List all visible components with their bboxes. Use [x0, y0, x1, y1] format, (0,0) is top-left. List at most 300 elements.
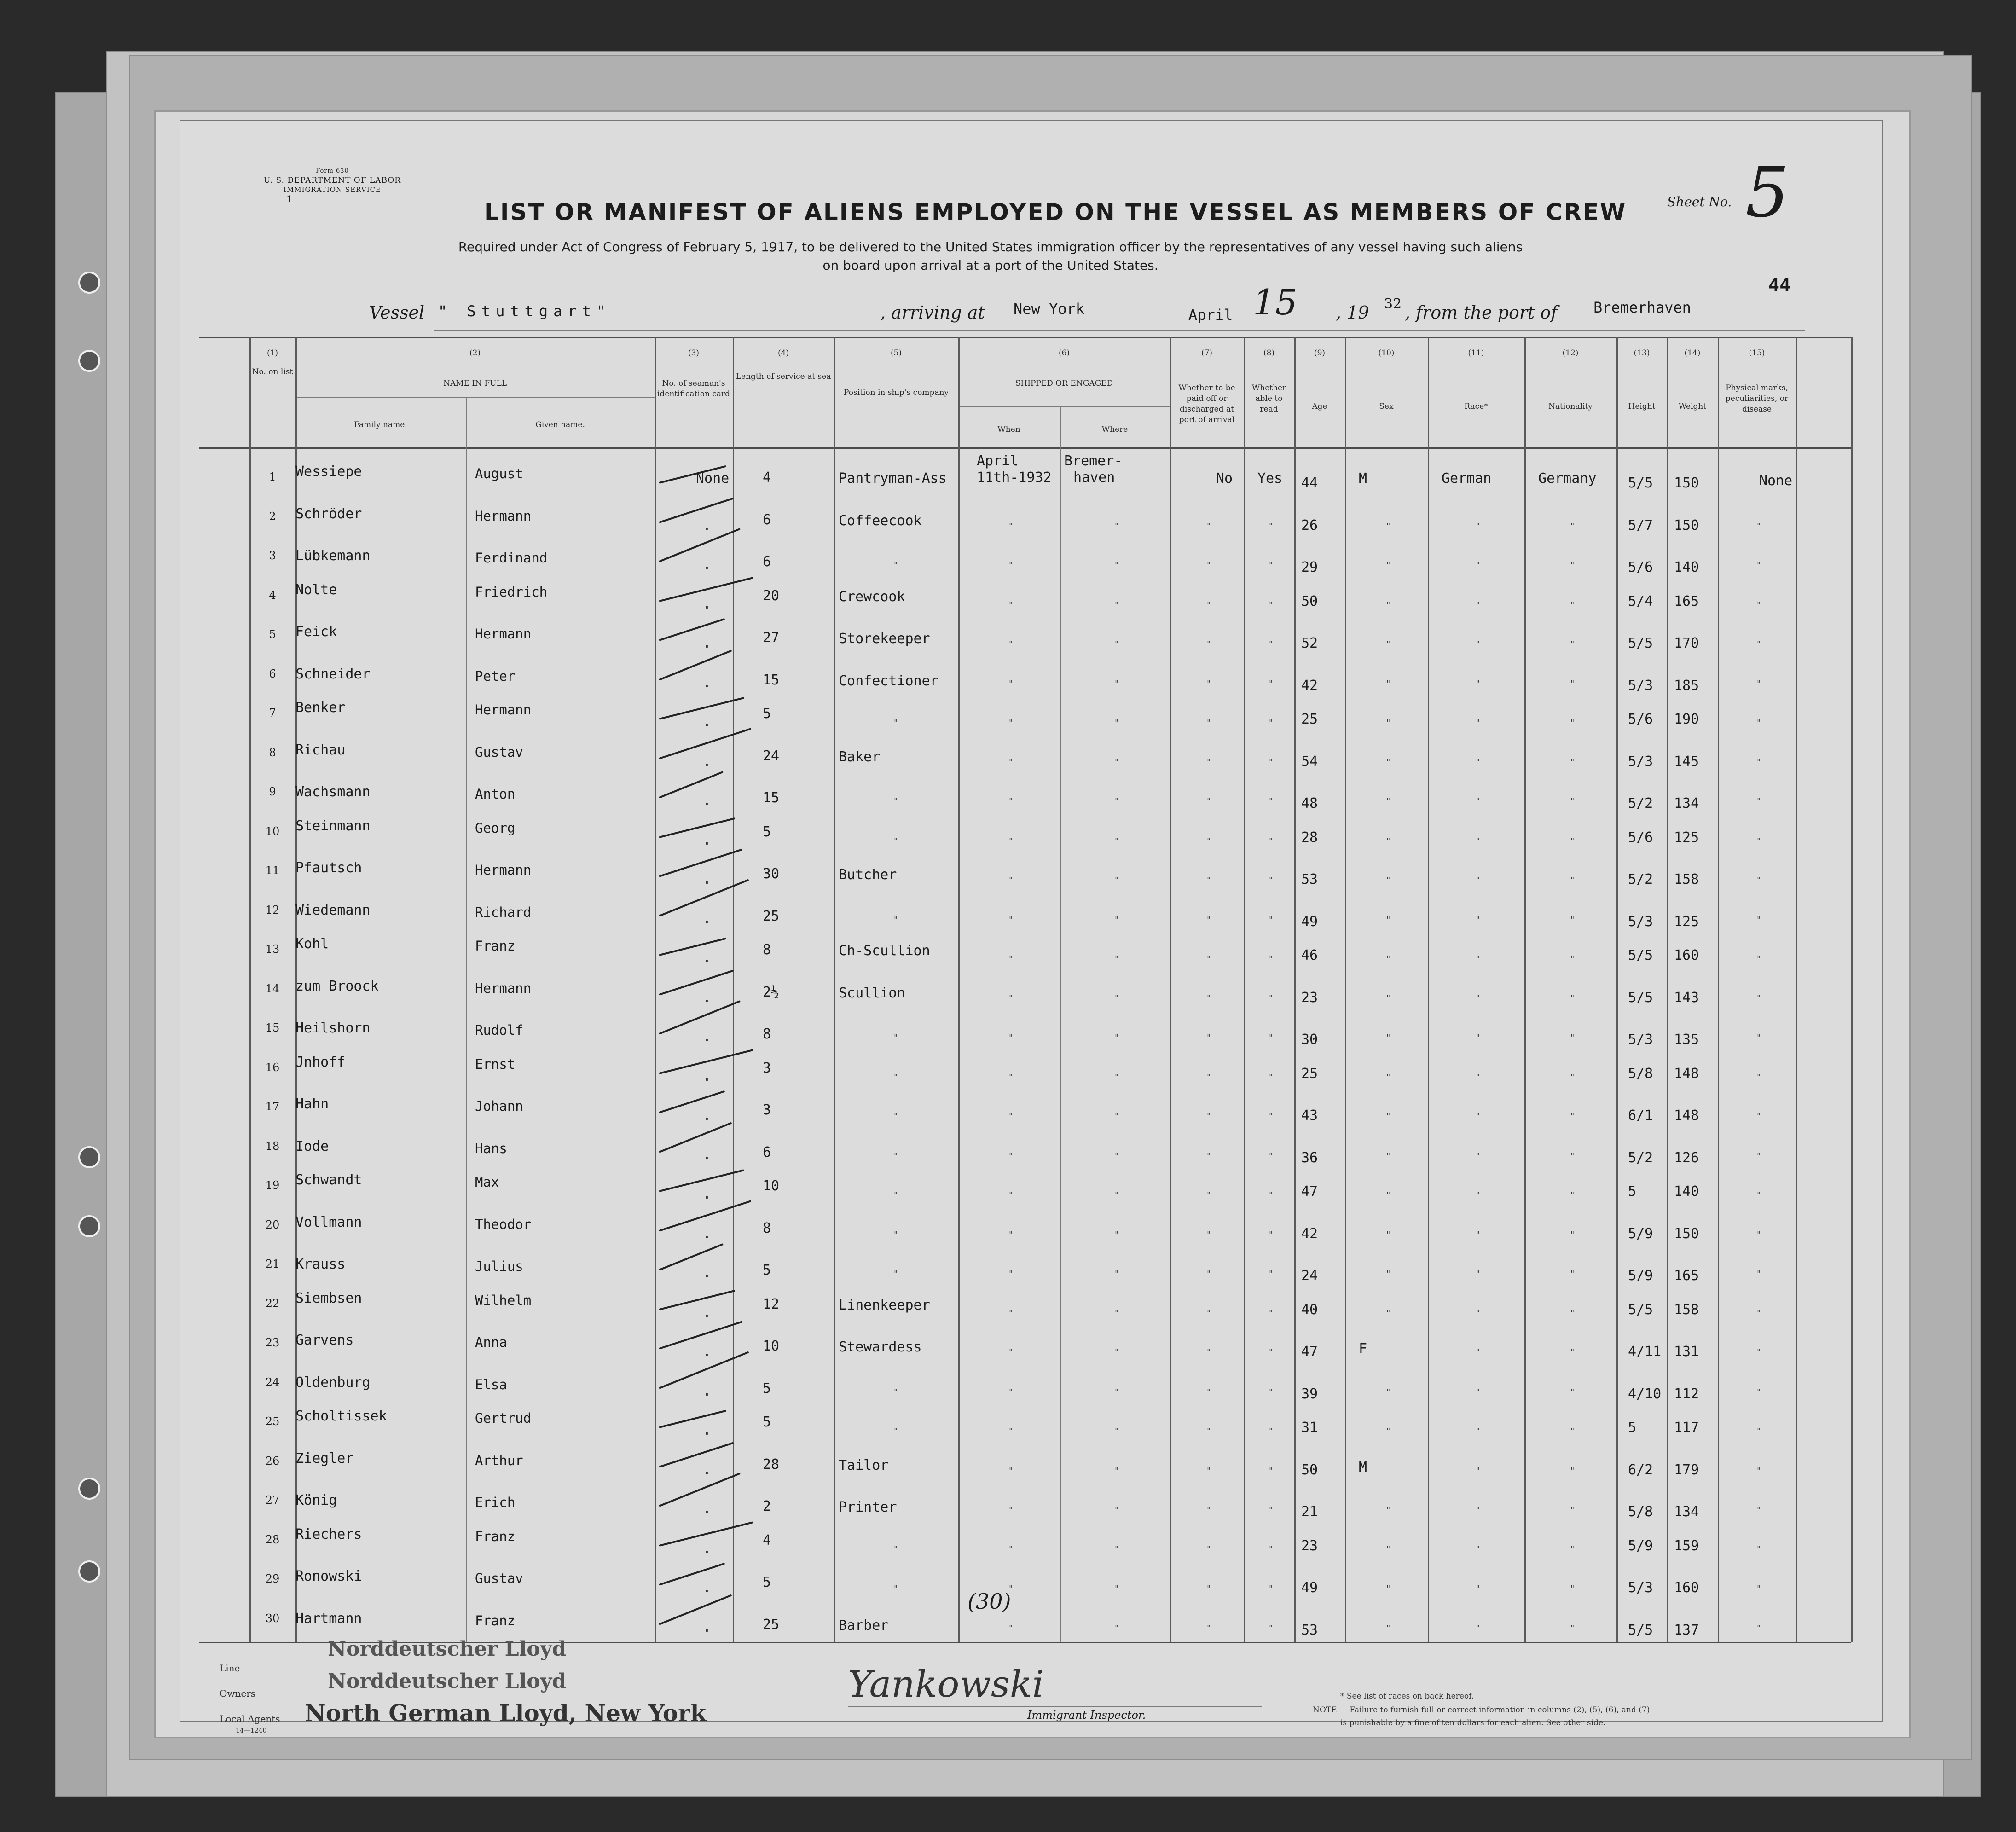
checkmark-stroke [659, 1351, 749, 1389]
row-number: 2 [269, 510, 276, 523]
ditto-mark: " [1269, 757, 1273, 767]
service-length: 8 [763, 1026, 771, 1042]
age: 53 [1301, 871, 1318, 887]
given-name: Hermann [475, 862, 532, 878]
ditto-mark: " [894, 1584, 898, 1594]
ditto-mark: " [1115, 1544, 1119, 1554]
checkmark-stroke [659, 879, 749, 916]
family-name: Ronowski [295, 1568, 362, 1584]
ditto-mark: " [1757, 1584, 1761, 1594]
ditto-mark: " [1757, 875, 1761, 885]
ditto-mark: " [1115, 993, 1119, 1003]
ditto-mark: " [705, 1313, 709, 1323]
weight: 159 [1674, 1537, 1699, 1554]
ditto-mark: " [1207, 1072, 1211, 1082]
weight: 148 [1674, 1107, 1699, 1124]
weight: 185 [1674, 677, 1699, 694]
given-name: Elsa [475, 1376, 507, 1392]
column-header-c1: No. on list [252, 367, 293, 377]
ship-position: Crewcook [839, 588, 905, 605]
ditto-mark: " [1009, 1584, 1013, 1594]
row-number: 25 [265, 1415, 280, 1428]
ditto-mark: " [1269, 1112, 1273, 1121]
family-name: Vollmann [295, 1214, 362, 1230]
ditto-mark: " [1570, 993, 1575, 1003]
ship-position: Storekeeper [839, 631, 930, 647]
ditto-mark: " [1386, 993, 1390, 1003]
service-length: 24 [763, 748, 780, 764]
age: 52 [1301, 635, 1318, 651]
service-length: 5 [763, 1262, 771, 1278]
row-number: 28 [265, 1533, 280, 1546]
ditto-mark: " [1115, 1033, 1119, 1043]
column-header-c8: Whether able to read [1251, 383, 1286, 414]
shipped-subheader-line [958, 406, 1170, 407]
column-header-c10: Sex [1379, 402, 1394, 411]
ditto-mark: " [1115, 1151, 1119, 1161]
sheet-label: Sheet No. [1667, 194, 1732, 209]
ditto-mark: " [1476, 1544, 1480, 1554]
weight: 160 [1674, 947, 1699, 963]
binder-hole-icon [78, 1560, 100, 1583]
family-name: Iode [295, 1138, 329, 1154]
ditto-mark: " [1269, 639, 1273, 649]
column-header-c11: Race* [1464, 402, 1488, 411]
ditto-mark: " [1115, 1269, 1119, 1279]
ditto-mark: " [1757, 1544, 1761, 1554]
row-number: 30 [265, 1612, 280, 1625]
given-name: Erich [475, 1495, 516, 1510]
signature-line [848, 1706, 1262, 1707]
shipped-when-line1: April [977, 453, 1019, 469]
column-divider [1667, 337, 1668, 1642]
family-name: Garvens [295, 1332, 354, 1348]
ditto-mark: " [1570, 1426, 1575, 1436]
column-divider [834, 337, 835, 1642]
given-name: Hans [475, 1140, 507, 1156]
ditto-mark: " [705, 762, 709, 772]
paid-off: No [1216, 470, 1233, 487]
given-name: Hermann [475, 626, 532, 642]
ditto-mark: " [1386, 875, 1390, 885]
sex: M [1359, 1459, 1367, 1475]
column-divider [1294, 337, 1296, 1642]
height: 5/5 [1628, 989, 1653, 1006]
weight: 112 [1674, 1386, 1699, 1402]
checkmark-stroke [659, 1090, 725, 1113]
ditto-mark: " [1386, 1269, 1390, 1279]
ditto-mark: " [1386, 1584, 1390, 1594]
family-name: Wachsmann [295, 784, 371, 800]
sex: F [1359, 1341, 1367, 1357]
column-header-c12: Nationality [1548, 402, 1593, 411]
line-stamp: Norddeutscher Lloyd [328, 1637, 566, 1661]
column-header-where: Where [1101, 425, 1128, 434]
form-subtitle [346, 238, 1635, 275]
age: 29 [1301, 559, 1318, 575]
ditto-mark: " [1476, 1190, 1480, 1200]
ditto-mark: " [1269, 1033, 1273, 1043]
age: 25 [1301, 1065, 1318, 1082]
ditto-mark: " [1386, 1308, 1390, 1318]
age: 25 [1301, 711, 1318, 727]
service-length: 8 [763, 1220, 771, 1236]
ship-position: Coffeecook [839, 512, 922, 529]
ditto-mark: " [1476, 1623, 1480, 1633]
ditto-mark: " [1269, 1190, 1273, 1200]
family-name: Ziegler [295, 1450, 354, 1467]
ditto-mark: " [1757, 1308, 1761, 1318]
service-length: 28 [763, 1456, 780, 1473]
ditto-mark: " [1476, 1033, 1480, 1043]
table-top-border [199, 337, 1851, 338]
ditto-mark: " [1269, 1348, 1273, 1357]
given-name: Gustav [475, 744, 523, 760]
ditto-mark: " [1009, 1466, 1013, 1476]
column-number-c1: (1) [266, 348, 278, 358]
age: 43 [1301, 1107, 1318, 1124]
weight: 179 [1674, 1461, 1699, 1478]
ditto-mark: " [1207, 521, 1211, 531]
physical-marks: None [1759, 473, 1793, 489]
column-divider [1244, 337, 1245, 1642]
weight: 165 [1674, 1268, 1699, 1284]
column-number-c12: (12) [1562, 348, 1579, 358]
given-name: Johann [475, 1098, 523, 1114]
given-name: Hermann [475, 702, 532, 718]
checkmark-stroke [659, 618, 725, 641]
family-name: Jnhoff [295, 1054, 346, 1070]
family-name: Schneider [295, 666, 371, 682]
age: 48 [1301, 795, 1318, 812]
ditto-mark: " [1207, 954, 1211, 964]
ditto-mark: " [1476, 639, 1480, 649]
column-divider [1796, 337, 1797, 1642]
ditto-mark: " [1570, 757, 1575, 767]
ditto-mark: " [1269, 1072, 1273, 1082]
ditto-mark: " [1009, 954, 1013, 964]
ditto-mark: " [705, 1352, 709, 1362]
ditto-mark: " [1009, 561, 1013, 570]
ditto-mark: " [1009, 993, 1013, 1003]
ditto-mark: " [1269, 600, 1273, 610]
height: 5/5 [1628, 635, 1653, 651]
row-number: 11 [265, 864, 280, 877]
column-divider [1345, 337, 1346, 1642]
age: 24 [1301, 1268, 1318, 1284]
ditto-mark: " [705, 998, 709, 1008]
ditto-mark: " [1009, 521, 1013, 531]
ditto-mark: " [1207, 1112, 1211, 1121]
checkmark-stroke [659, 1521, 753, 1547]
ditto-mark: " [1115, 797, 1119, 806]
checkmark-stroke [659, 1470, 741, 1507]
penalty-note-1: NOTE — Failure to furnish full or correct information in columns (2), (5), (6), and (7) [1313, 1705, 1650, 1715]
family-name: Schröder [295, 505, 362, 522]
given-name: Max [475, 1174, 499, 1190]
column-header-c15: Physical marks, peculiarities, or disease [1725, 383, 1789, 414]
column-header-given-name: Given name. [535, 420, 585, 429]
ditto-mark: " [1476, 600, 1480, 610]
column-header-when: When [997, 425, 1020, 434]
ditto-mark: " [1207, 1308, 1211, 1318]
ditto-mark: " [1207, 678, 1211, 689]
page-title: LIST OR MANIFEST OF ALIENS EMPLOYED ON THE VESSEL AS MEMBERS OF CREW [484, 199, 1627, 226]
column-header-c7: Whether to be paid off or discharged at port of arrival [1178, 383, 1235, 424]
ditto-mark: " [1476, 1505, 1480, 1515]
age: 26 [1301, 517, 1318, 533]
ditto-mark: " [1757, 1151, 1761, 1161]
height: 5/3 [1628, 677, 1653, 694]
row-number: 10 [265, 824, 280, 838]
shipped-when-line2: 11th-1932 [977, 470, 1052, 486]
height: 5 [1628, 1420, 1637, 1436]
ditto-mark: " [1757, 797, 1761, 806]
checkmark-stroke [659, 969, 734, 995]
family-name: Siembsen [295, 1290, 362, 1306]
ditto-mark: " [1570, 797, 1575, 806]
ditto-mark: " [705, 1234, 709, 1244]
ditto-mark: " [1757, 600, 1761, 610]
checkmark-stroke [659, 1122, 732, 1153]
family-name: Schwandt [295, 1172, 362, 1188]
ditto-mark: " [1009, 1308, 1013, 1318]
checkmark-stroke [659, 528, 741, 562]
ditto-mark: " [1207, 1387, 1211, 1397]
age: 42 [1301, 677, 1318, 694]
ditto-mark: " [1476, 797, 1480, 806]
height: 5/6 [1628, 711, 1653, 727]
ditto-mark: " [1009, 1544, 1013, 1554]
ditto-mark: " [1269, 875, 1273, 885]
checkmark-stroke [659, 938, 727, 956]
ditto-mark: " [1115, 1072, 1119, 1082]
given-name: Georg [475, 820, 516, 836]
service-length: 5 [763, 823, 771, 840]
ditto-mark: " [1207, 600, 1211, 610]
family-name: Richau [295, 742, 346, 758]
height: 5/2 [1628, 795, 1653, 812]
ditto-mark: " [1757, 1190, 1761, 1200]
subtitle-line-2: on board upon arrival at a port of the United States. [823, 258, 1159, 273]
checkmark-stroke [659, 577, 753, 602]
ditto-mark: " [894, 1229, 898, 1240]
ditto-mark: " [1386, 1426, 1390, 1436]
height: 5/8 [1628, 1065, 1653, 1082]
service-length: 3 [763, 1102, 771, 1118]
race: German [1442, 470, 1492, 487]
ditto-mark: " [1757, 521, 1761, 531]
ditto-mark: " [1269, 1505, 1273, 1515]
row-number: 29 [265, 1572, 280, 1585]
family-name: Scholtissek [295, 1408, 387, 1424]
age: 30 [1301, 1032, 1318, 1048]
ditto-mark: " [1757, 561, 1761, 570]
ditto-mark: " [1757, 718, 1761, 728]
service-length: 3 [763, 1060, 771, 1076]
name-subheader-line [295, 397, 655, 398]
family-name: Feick [295, 624, 337, 640]
ditto-mark: " [1757, 1348, 1761, 1357]
row-number: 8 [269, 746, 276, 759]
given-name: Ferdinand [475, 550, 548, 566]
weight: 150 [1674, 517, 1699, 533]
ditto-mark: " [1009, 915, 1013, 925]
ditto-mark: " [1386, 639, 1390, 649]
column-number-c7: (7) [1201, 348, 1213, 358]
family-name: Pfautsch [295, 860, 362, 876]
weight: 126 [1674, 1149, 1699, 1166]
service-length: 2 [763, 1498, 771, 1514]
ditto-mark: " [1207, 1584, 1211, 1594]
age: 40 [1301, 1301, 1318, 1318]
service-length: 10 [763, 1178, 780, 1194]
ship-position: Ch-Scullion [839, 943, 930, 959]
column-number-c11: (11) [1468, 348, 1484, 358]
ditto-mark: " [894, 1072, 898, 1082]
ditto-mark: " [1476, 1269, 1480, 1279]
ditto-mark: " [1009, 678, 1013, 689]
ditto-mark: " [1570, 678, 1575, 689]
weight: 160 [1674, 1580, 1699, 1596]
ditto-mark: " [1207, 639, 1211, 649]
checkmark-stroke [659, 1442, 734, 1467]
family-name: Benker [295, 700, 346, 716]
line-label: Line [220, 1663, 240, 1674]
height: 5/4 [1628, 593, 1653, 609]
column-divider [466, 397, 467, 1642]
column-divider [249, 337, 251, 1642]
ditto-mark: " [1476, 1151, 1480, 1161]
ditto-mark: " [1476, 875, 1480, 885]
binder-hole-icon [78, 1146, 100, 1168]
ditto-mark: " [1269, 915, 1273, 925]
ditto-mark: " [1207, 757, 1211, 767]
header-bottom-border [199, 447, 1851, 449]
column-divider [1060, 406, 1061, 1642]
ditto-mark: " [894, 1033, 898, 1043]
ditto-mark: " [1115, 561, 1119, 570]
row-number: 15 [265, 1021, 280, 1034]
ditto-mark: " [1115, 1623, 1119, 1633]
ditto-mark: " [1757, 1112, 1761, 1121]
age: 54 [1301, 753, 1318, 770]
height: 6/1 [1628, 1107, 1653, 1124]
ditto-mark: " [1207, 1151, 1211, 1161]
row-number: 27 [265, 1494, 280, 1507]
ditto-mark: " [1269, 1584, 1273, 1594]
ditto-mark: " [705, 1549, 709, 1559]
given-name: August [475, 466, 523, 481]
shipped-where-line1: Bremer- [1064, 453, 1123, 469]
row-number: 5 [269, 628, 276, 641]
family-name: Wessiepe [295, 464, 362, 480]
row-number: 18 [265, 1139, 280, 1153]
ditto-mark: " [1207, 1190, 1211, 1200]
ditto-mark: " [1386, 1112, 1390, 1121]
id-card: None [696, 470, 730, 487]
ditto-mark: " [1115, 1348, 1119, 1357]
service-length: 12 [763, 1296, 780, 1312]
ditto-mark: " [1269, 678, 1273, 689]
ditto-mark: " [1269, 1151, 1273, 1161]
weight: 143 [1674, 989, 1699, 1006]
ditto-mark: " [1009, 1269, 1013, 1279]
ditto-mark: " [1570, 875, 1575, 885]
ditto-mark: " [1115, 1308, 1119, 1318]
checkmark-stroke [659, 1169, 744, 1192]
checkmark-stroke [659, 728, 751, 759]
ditto-mark: " [1386, 521, 1390, 531]
checkmark-stroke [659, 649, 732, 680]
service-length: 4 [763, 1532, 771, 1548]
weight: 134 [1674, 795, 1699, 812]
ditto-mark: " [1115, 836, 1119, 846]
ditto-mark: " [705, 1274, 709, 1283]
ditto-mark: " [1207, 797, 1211, 806]
ditto-mark: " [1476, 678, 1480, 689]
age: 47 [1301, 1344, 1318, 1360]
ditto-mark: " [1207, 718, 1211, 728]
ditto-mark: " [1386, 600, 1390, 610]
ditto-mark: " [1207, 1505, 1211, 1515]
agents-label: Local Agents [220, 1713, 280, 1724]
given-name: Anna [475, 1334, 507, 1350]
ditto-mark: " [705, 801, 709, 811]
inspector-signature: Yankowski [848, 1663, 1044, 1705]
ditto-mark: " [1207, 1623, 1211, 1633]
ditto-mark: " [1757, 915, 1761, 925]
ditto-mark: " [1386, 718, 1390, 728]
ditto-mark: " [1115, 718, 1119, 728]
ditto-mark: " [894, 1387, 898, 1397]
ditto-mark: " [1115, 1190, 1119, 1200]
height: 5/9 [1628, 1268, 1653, 1284]
checkmark-stroke [659, 1049, 753, 1074]
ship-position: Confectioner [839, 673, 938, 689]
service-length: 25 [763, 1616, 780, 1633]
height: 5/9 [1628, 1225, 1653, 1242]
ditto-mark: " [1207, 993, 1211, 1003]
age: 49 [1301, 913, 1318, 930]
checkmark-stroke [659, 1410, 727, 1428]
ditto-mark: " [1009, 1072, 1013, 1082]
ditto-mark: " [894, 836, 898, 846]
ditto-mark: " [1570, 600, 1575, 610]
ditto-mark: " [1476, 1229, 1480, 1240]
form-meta [222, 167, 443, 203]
family-name: Riechers [295, 1526, 362, 1542]
ditto-mark: " [1476, 1072, 1480, 1082]
row-number: 19 [265, 1179, 280, 1192]
ditto-mark: " [1386, 678, 1390, 689]
ditto-mark: " [894, 915, 898, 925]
ditto-mark: " [1269, 1387, 1273, 1397]
weight: 190 [1674, 711, 1699, 727]
family-name: Heilshorn [295, 1020, 371, 1036]
ditto-mark: " [1115, 915, 1119, 925]
ditto-mark: " [1115, 1466, 1119, 1476]
vessel-name: " Stuttgart" [438, 302, 611, 320]
column-number-c15: (15) [1749, 348, 1765, 358]
ditto-mark: " [705, 841, 709, 851]
weight: 145 [1674, 753, 1699, 770]
ditto-mark: " [705, 1077, 709, 1087]
row-number: 24 [265, 1375, 280, 1389]
service-length: 10 [763, 1338, 780, 1354]
ditto-mark: " [1476, 993, 1480, 1003]
ditto-mark: " [1757, 954, 1761, 964]
